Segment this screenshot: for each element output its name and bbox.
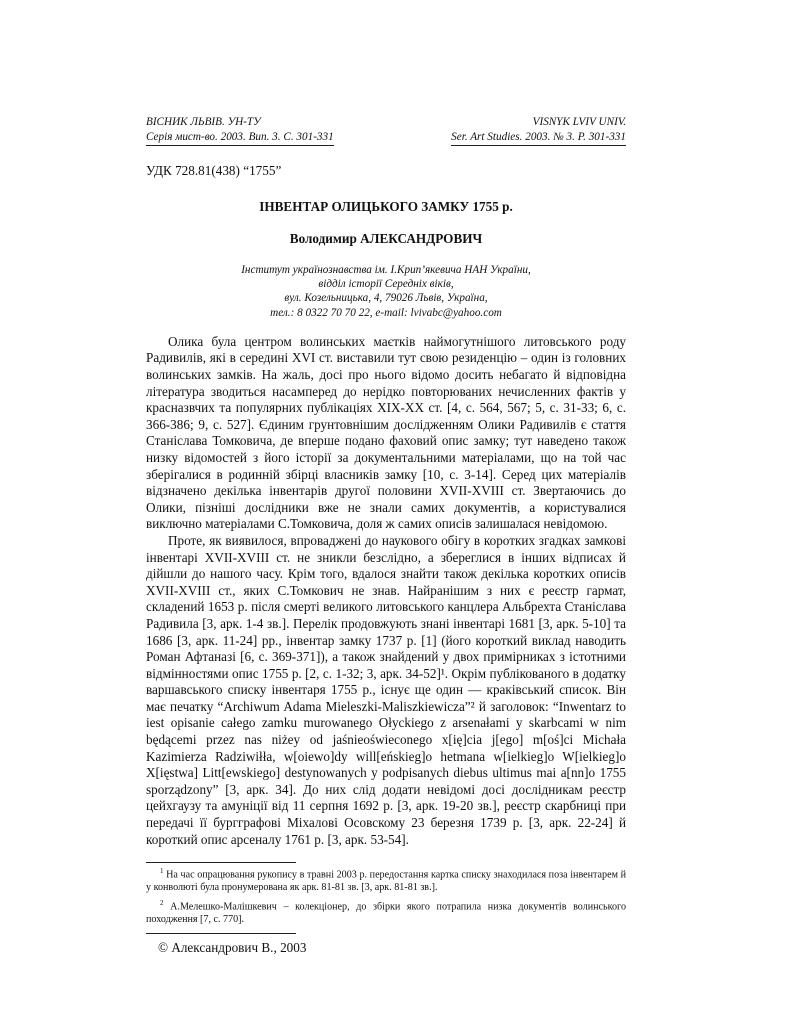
header-left-line2: Серія мист-во. 2003. Вип. 3. С. 301-331	[146, 130, 334, 146]
header-right-line2: Ser. Art Studies. 2003. № 3. P. 301-331	[451, 130, 626, 146]
copyright-separator	[146, 933, 296, 934]
article-page	[146, 115, 626, 956]
affiliation	[146, 263, 626, 320]
footnote	[146, 865, 626, 895]
header-right-line1: VISNYK LVIV UNIV.	[532, 116, 626, 128]
running-header	[146, 115, 626, 146]
footnote-mark: 2	[160, 898, 164, 907]
footnote-separator	[146, 862, 296, 863]
body-paragraph: Проте, як виявилося, впроваджені до наукового обігу в коротких згадках замкові інвентарі XVII-XVIII ст. не зникли безслідно, а збереглися в інших відписах й дійшли до нашого часу. Крім того, вдалося знайти також декілька коротких описів XVII-XVIII ст., яких С.Томкович не знав. Найранішим з них є реєстр гармат, складений 1653 р. після смерті великого литовського канцлера Альбрехта Станіслава Радивила [3, арк. 1-4 зв.]. Перелік продовжують знані інвентарі 1681 [3, арк. 5-10] та 1686 [3, арк. 11-24] рр., інвентар замку 1737 р. [1] (його короткий виклад наводить Роман Афтаназі [6, с. 369-371]), а також знайдений у двох примірниках з істотними відмінностями опис 1755 р. [2, с. 1-32; 3, арк. 34-52]¹. Окрім публікованого в додатку варшавського списку інвентаря 1755 р., існує ще один — краківський список. Він має печатку “Archiwum Adama Mieleszki-Maliszkiewicza”² й заголовок: “Inwentarz to iest opisanie całego zamku murowanego Ołyckiego z arsenałami y skarbcami w nim będącemi przez nas niżey od jaśnieoświeconego x[ię]cia j[ego] m[oś]ci Michała Kazimierza Radziwiłła, w[oiewo]dy will[eńskieg]o hetmana w[ielkieg]o W[ielkieg]o X[ięstwa] Litt[ewskiego] destynowanych y podpisanych diebus ultimus mai a[nn]o 1755 sporządzony” [3, арк. 34]. До них слід додати невідомі досі дослідникам реєстр цейхгаузу та амуніції від 11 серпня 1692 р. [3, арк. 19-20 зв.], реєстр скарбниці при передачі її бургграфові Міхалові Осовскому 23 березня 1739 р. [3, арк. 22-24] й короткий опис арсеналу 1761 р. [3, арк. 53-54].	[146, 532, 626, 847]
affiliation-line: тел.: 8 0322 70 70 22, e-mail: lvivabc@yahoo.com	[270, 306, 502, 319]
affiliation-line: вул. Козельницька, 4, 79026 Львів, Україна,	[284, 292, 488, 305]
header-right	[451, 115, 626, 146]
header-left-line1: ВІСНИК ЛЬВІВ. УН-ТУ	[146, 116, 261, 128]
header-left	[146, 115, 334, 146]
body-paragraph: Олика була центром волинських маєтків наймогутнішого литовського роду Радивилів, які в середині XVI ст. виставили тут свою резиденцію – один із головних волинських замків. На жаль, досі про нього відомо досить небагато й відповідна література зводиться насамперед до нерідко повторюваних нечисленних фактів у красназвчих та популярних публікаціях XIX-XX ст. [4, с. 564, 567; 5, с. 31-33; 6, с. 366-386; 9, с. 527]. Єдиним грунтовнішим дослідженням Олики Радивилів є стаття Станіслава Томковича, де вперше подано фаховий опис замку; тут наведено також низку відомостей з його історії за документальними матеріалами, що на той час зберігалися в родинній збірці власників замку [10, с. 3-14]. Серед цих матеріалів відзначено декілька інвентарів другої половини XVII-XVIII ст. Звертаючись до Олики, пізніші дослідники вже не знали самих документів, а користувалися виключно матеріалами С.Томковича, доля ж самих описів залишалася невідомою.	[146, 333, 626, 532]
author-name: Володимир АЛЕКСАНДРОВИЧ	[289, 231, 483, 246]
footnote-text: А.Мелешко-Малішкевич – колекціонер, до збірки якого потрапила низка документів волинського походження [7, с. 770].	[146, 901, 626, 926]
article-title: ІНВЕНТАР ОЛИЦЬКОГО ЗАМКУ 1755 р.	[259, 199, 513, 214]
footnote-text: На час опрацювання рукопису в травні 2003 р. передостання картка списку знаходилася поза інвентарем й у конволюті була пронумерована як арк. 81-81 зв. [3, арк. 81-81 зв.].	[146, 869, 626, 894]
copyright: © Александрович В., 2003	[158, 939, 307, 955]
footnote	[146, 897, 626, 927]
footnote-mark: 1	[160, 867, 164, 876]
udk-code: УДК 728.81(438) “1755”	[146, 163, 282, 178]
affiliation-line: Інститут українознавства ім. І.Крип’якевича НАН України,	[241, 264, 531, 276]
affiliation-line: відділ історії Середніх віків,	[318, 278, 454, 291]
